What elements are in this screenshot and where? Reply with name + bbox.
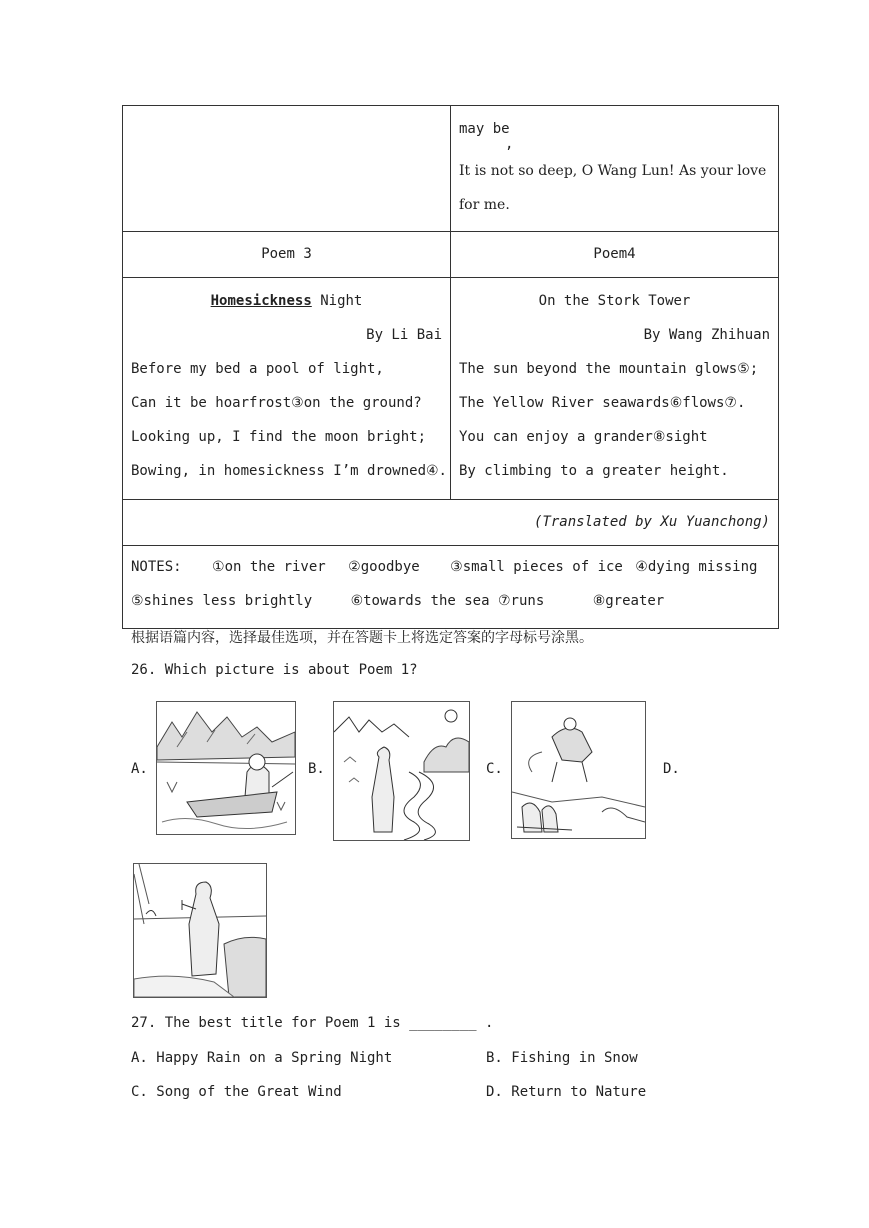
notes-label: NOTES: bbox=[131, 559, 182, 575]
poem4-title: On the Stork Tower bbox=[538, 293, 691, 309]
poem4-author: By Wang Zhihuan bbox=[643, 327, 770, 343]
poem3-heading bbox=[123, 232, 451, 278]
choice-a[interactable]: A. Happy Rain on a Spring Night bbox=[131, 1050, 393, 1066]
choice-c[interactable]: C. Song of the Great Wind bbox=[131, 1084, 342, 1100]
poem3-title bbox=[131, 284, 442, 318]
poem3-line: Before my bed a pool of light, bbox=[131, 361, 384, 377]
poem2-line: may be bbox=[459, 121, 510, 137]
note-item: ⑧greater bbox=[592, 593, 665, 609]
translator-cell bbox=[123, 500, 779, 546]
notes-cell bbox=[123, 546, 779, 629]
poem2-ending-cell bbox=[451, 106, 779, 232]
poem4-line: You can enjoy a grander⑧sight bbox=[459, 429, 708, 445]
picture-b-figure-river-moon[interactable] bbox=[333, 701, 470, 841]
note-item: ①on the river bbox=[212, 559, 326, 575]
poem3-line: Bowing, in homesickness I’m drowned④. bbox=[131, 463, 447, 479]
poem3-title-underlined: Homesickness bbox=[210, 293, 312, 309]
option-label-a[interactable]: A. bbox=[131, 761, 148, 777]
note-item: ⑥towards the sea bbox=[350, 593, 490, 609]
poem2-line: It is not so deep, O Wang Lun! As your love bbox=[459, 163, 767, 179]
choice-b[interactable]: B. Fishing in Snow bbox=[486, 1050, 638, 1066]
option-label-c[interactable]: C. bbox=[486, 761, 503, 777]
poem4-heading bbox=[451, 232, 779, 278]
note-item: ④dying missing bbox=[635, 559, 758, 575]
poem3-cell bbox=[123, 278, 451, 500]
picture-c-horseman[interactable] bbox=[511, 701, 646, 839]
poem3-title-rest: Night bbox=[311, 293, 363, 309]
picture-a-fisherman-boat[interactable] bbox=[156, 701, 296, 835]
table-cell-empty bbox=[123, 106, 451, 232]
question-27: 27. The best title for Poem 1 is ________ . bbox=[131, 1015, 494, 1031]
option-label-b[interactable]: B. bbox=[308, 761, 325, 777]
poem4-line: By climbing to a greater height. bbox=[459, 463, 729, 479]
poem3-heading-label: Poem 3 bbox=[261, 246, 312, 262]
poem3-line: Looking up, I find the moon bright; bbox=[131, 429, 427, 445]
poem3-author: By Li Bai bbox=[366, 327, 442, 343]
instruction-text: 根据语篇内容，选择最佳选项，并在答题卡上将选定答案的字母标号涂黑。 bbox=[131, 630, 593, 646]
poem4-line: The sun beyond the mountain glows⑤; bbox=[459, 361, 759, 377]
question-26: 26. Which picture is about Poem 1? bbox=[131, 662, 418, 678]
note-item: ⑦runs bbox=[497, 593, 545, 609]
note-item: ②goodbye bbox=[348, 559, 420, 575]
poems-table bbox=[122, 105, 779, 629]
option-label-d[interactable]: D. bbox=[663, 761, 680, 777]
poem4-cell bbox=[451, 278, 779, 500]
translator-credit: (Translated by Xu Yuanchong) bbox=[533, 514, 770, 530]
note-item: ③small pieces of ice bbox=[450, 559, 623, 575]
poem4-heading-label: Poem4 bbox=[593, 246, 636, 262]
picture-d-figure-sunset[interactable] bbox=[133, 863, 267, 998]
poem2-mark: , bbox=[505, 136, 514, 152]
note-item: ⑤shines less brightly bbox=[131, 593, 313, 609]
poem2-line: for me. bbox=[459, 197, 510, 213]
choice-d[interactable]: D. Return to Nature bbox=[486, 1084, 647, 1100]
poem4-line: The Yellow River seawards⑥flows⑦. bbox=[459, 395, 746, 411]
poem3-line: Can it be hoarfrost③on the ground? bbox=[131, 395, 422, 411]
